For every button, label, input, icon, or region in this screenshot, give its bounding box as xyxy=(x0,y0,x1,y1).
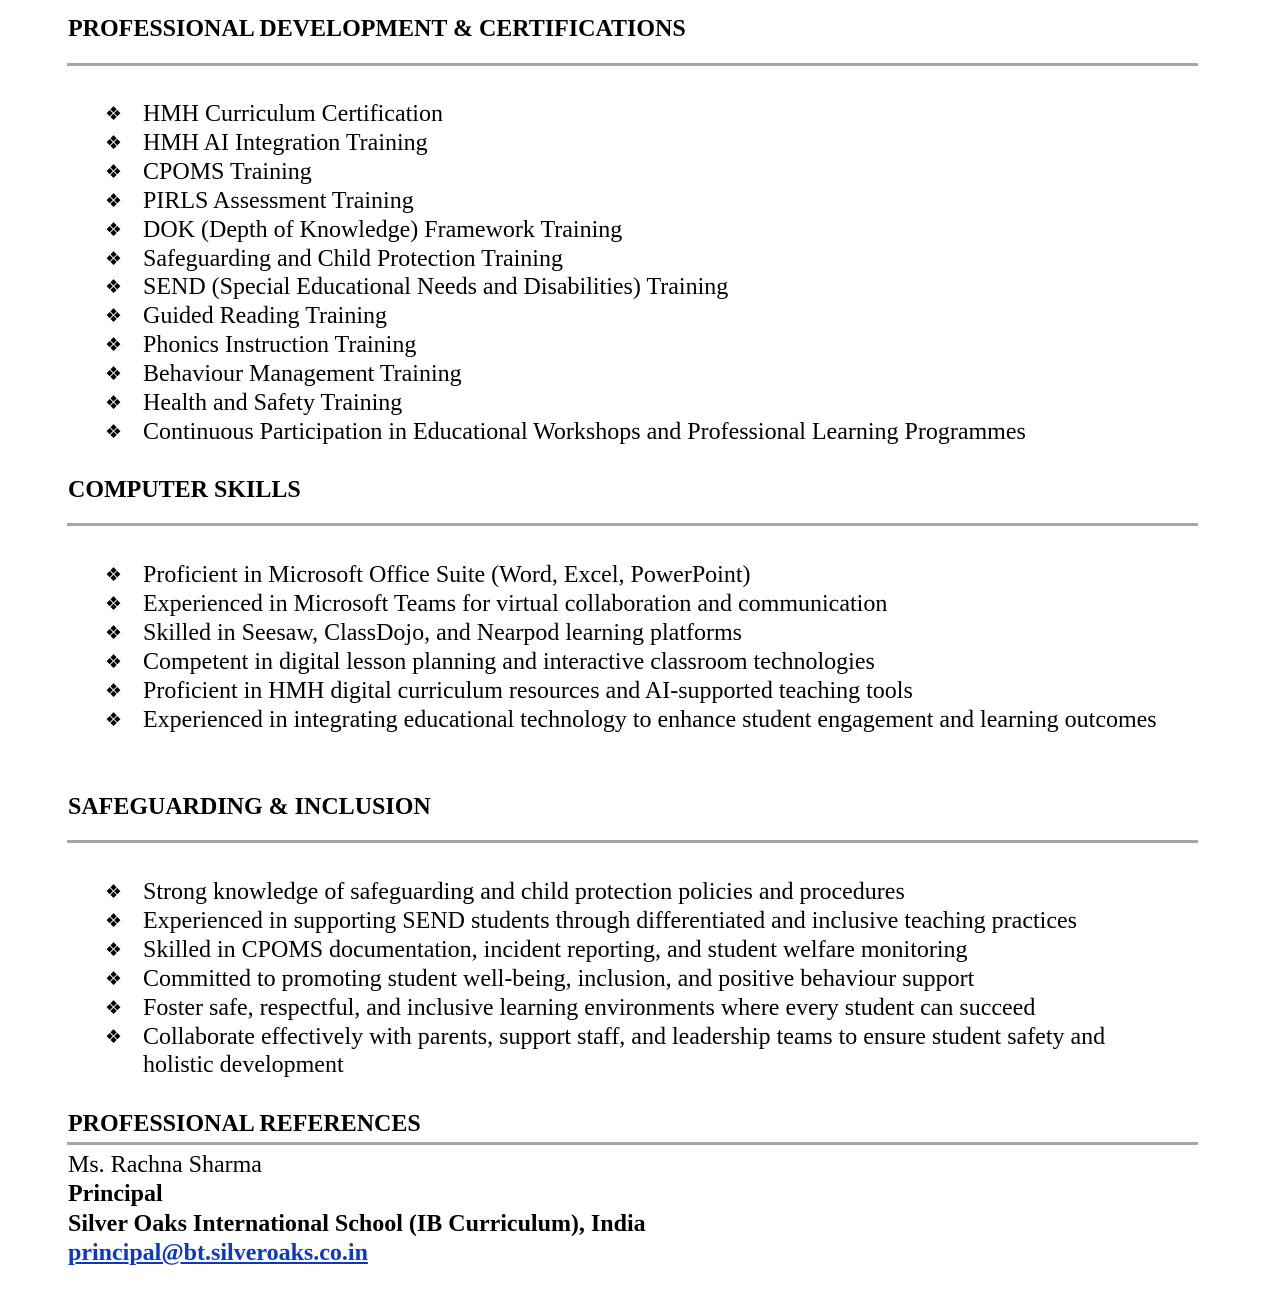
list-item xyxy=(0,302,1275,331)
diamond-bullet-icon: ❖ xyxy=(105,996,123,1019)
diamond-bullet-icon: ❖ xyxy=(105,592,123,615)
list-item-text: Guided Reading Training xyxy=(143,303,387,330)
list-item xyxy=(0,994,1275,1023)
computer-skills-list xyxy=(0,561,1275,734)
section-heading-references: PROFESSIONAL REFERENCES xyxy=(68,1111,421,1137)
diamond-bullet-icon: ❖ xyxy=(105,131,123,154)
list-item xyxy=(0,1023,1275,1081)
list-item-text: Skilled in Seesaw, ClassDojo, and Nearpod learning platforms xyxy=(143,619,742,646)
list-item xyxy=(0,590,1275,619)
list-item-text: HMH AI Integration Training xyxy=(143,129,428,156)
list-item-text: SEND (Special Educational Needs and Disabilities) Training xyxy=(143,274,729,301)
list-item xyxy=(0,648,1275,677)
diamond-bullet-icon: ❖ xyxy=(105,218,123,241)
list-item xyxy=(0,331,1275,360)
diamond-bullet-icon: ❖ xyxy=(105,103,123,125)
section-heading-safeguarding: SAFEGUARDING & INCLUSION xyxy=(68,794,431,820)
diamond-bullet-icon: ❖ xyxy=(105,1025,123,1048)
list-item xyxy=(0,936,1275,965)
list-item xyxy=(0,245,1275,274)
list-item xyxy=(0,129,1275,158)
list-item-text: PIRLS Assessment Training xyxy=(143,187,414,214)
professional-development-list xyxy=(0,100,1275,447)
diamond-bullet-icon: ❖ xyxy=(105,189,123,212)
list-item xyxy=(0,418,1275,447)
list-item xyxy=(0,706,1275,735)
diamond-bullet-icon: ❖ xyxy=(105,650,123,673)
list-item xyxy=(0,360,1275,389)
list-item xyxy=(0,965,1275,994)
reference-organization: Silver Oaks International School (IB Curriculum), India xyxy=(68,1210,646,1237)
diamond-bullet-icon: ❖ xyxy=(105,276,123,299)
diamond-bullet-icon: ❖ xyxy=(105,420,123,443)
safeguarding-list xyxy=(0,878,1275,1080)
list-item xyxy=(0,187,1275,216)
section-heading-computer-skills: COMPUTER SKILLS xyxy=(68,477,301,503)
section-heading-professional-development: PROFESSIONAL DEVELOPMENT & CERTIFICATIONS xyxy=(68,16,686,42)
list-item-text: Proficient in HMH digital curriculum resources and AI-supported teaching tools xyxy=(143,677,913,704)
section-divider xyxy=(67,63,1198,66)
diamond-bullet-icon: ❖ xyxy=(105,967,123,990)
diamond-bullet-icon: ❖ xyxy=(105,909,123,932)
list-item-text: Competent in digital lesson planning and interactive classroom technologies xyxy=(143,648,875,675)
list-item-text: Health and Safety Training xyxy=(143,390,403,417)
list-item-text: Phonics Instruction Training xyxy=(143,332,417,359)
diamond-bullet-icon: ❖ xyxy=(105,679,123,702)
list-item-text: CPOMS Training xyxy=(143,158,312,185)
list-item-text: DOK (Depth of Knowledge) Framework Training xyxy=(143,216,623,243)
diamond-bullet-icon: ❖ xyxy=(105,564,123,586)
diamond-bullet-icon: ❖ xyxy=(105,247,123,270)
diamond-bullet-icon: ❖ xyxy=(105,621,123,644)
reference-name: Ms. Rachna Sharma xyxy=(68,1152,262,1178)
list-item-text: Collaborate effectively with parents, support staff, and leadership teams to ensure student safety and holistic development xyxy=(143,1023,1106,1079)
list-item-text: Experienced in Microsoft Teams for virtual collaboration and communication xyxy=(143,590,888,617)
reference-email-link[interactable]: principal@bt.silveroaks.co.in xyxy=(68,1239,368,1266)
list-item-text: Continuous Participation in Educational Workshops and Professional Learning Programmes xyxy=(143,418,1026,445)
list-item xyxy=(0,561,1275,590)
list-item xyxy=(0,158,1275,187)
list-item xyxy=(0,273,1275,302)
list-item xyxy=(0,389,1275,418)
list-item xyxy=(0,619,1275,648)
diamond-bullet-icon: ❖ xyxy=(105,305,123,328)
diamond-bullet-icon: ❖ xyxy=(105,392,123,415)
list-item xyxy=(0,878,1275,907)
list-item xyxy=(0,907,1275,936)
diamond-bullet-icon: ❖ xyxy=(105,160,123,183)
diamond-bullet-icon: ❖ xyxy=(105,708,123,731)
diamond-bullet-icon: ❖ xyxy=(105,938,123,961)
list-item-text: Proficient in Microsoft Office Suite (Word, Excel, PowerPoint) xyxy=(143,562,751,588)
reference-block xyxy=(68,1151,646,1268)
list-item-text: Experienced in supporting SEND students through differentiated and inclusive teaching practices xyxy=(143,907,1077,934)
section-divider xyxy=(67,840,1198,843)
list-item-text: Safeguarding and Child Protection Training xyxy=(143,245,563,272)
list-item-text: Committed to promoting student well-being, inclusion, and positive behaviour support xyxy=(143,965,975,992)
list-item-text: Experienced in integrating educational technology to enhance student engagement and learning outcomes xyxy=(143,706,1157,733)
diamond-bullet-icon: ❖ xyxy=(105,334,123,357)
section-divider xyxy=(67,523,1198,526)
list-item-text: Behaviour Management Training xyxy=(143,361,462,388)
list-item xyxy=(0,677,1275,706)
list-item-text: Skilled in CPOMS documentation, incident reporting, and student welfare monitoring xyxy=(143,936,968,963)
reference-title: Principal xyxy=(68,1181,163,1208)
list-item xyxy=(0,100,1275,129)
list-item-text: Strong knowledge of safeguarding and child protection policies and procedures xyxy=(143,879,905,905)
list-item-text: Foster safe, respectful, and inclusive learning environments where every student can succeed xyxy=(143,994,1036,1021)
list-item-text: HMH Curriculum Certification xyxy=(143,101,443,127)
diamond-bullet-icon: ❖ xyxy=(105,363,123,386)
list-item xyxy=(0,216,1275,245)
section-divider xyxy=(67,1142,1198,1145)
diamond-bullet-icon: ❖ xyxy=(105,881,123,903)
